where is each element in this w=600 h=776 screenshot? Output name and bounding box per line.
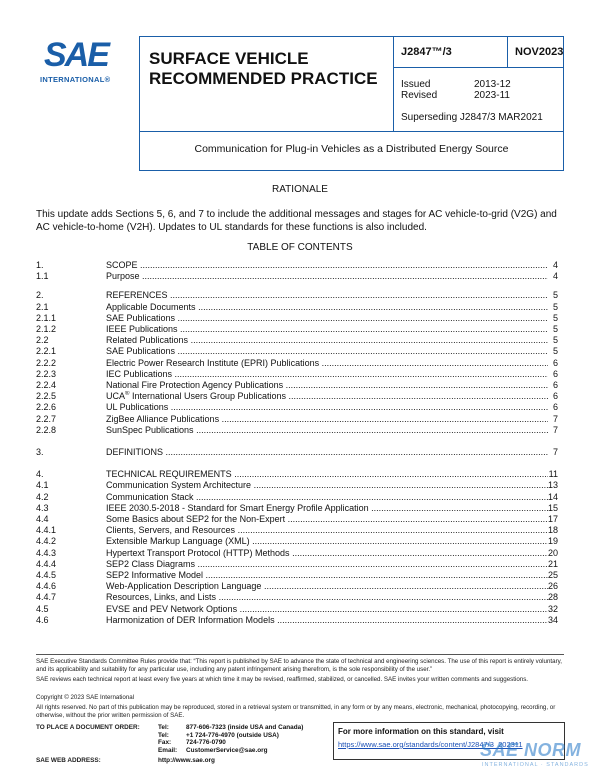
- toc-entry[interactable]: [36, 302, 558, 313]
- toc-entry[interactable]: [36, 402, 558, 413]
- toc-entry[interactable]: [36, 581, 558, 592]
- toc-entry-title: Communication Stack .....: [106, 492, 548, 503]
- toc-entry-page: 6: [552, 357, 558, 368]
- toc-entry-page: 28: [547, 592, 558, 603]
- toc-entry-number: 2.2.4: [36, 380, 57, 390]
- toc-entry-number: 2.2: [36, 335, 49, 346]
- toc-entry-page: 15: [547, 502, 558, 513]
- toc-entry-number: 4.4.2: [36, 536, 57, 547]
- toc-entry[interactable]: [36, 514, 558, 525]
- toc-entry-title: IEC Publications .....: [106, 369, 548, 380]
- toc-entry-title: SunSpec Publications .....: [106, 425, 548, 436]
- more-info-title: For more information on this standard, visit: [338, 727, 504, 736]
- toc-entry-page: 7: [552, 413, 558, 424]
- toc-entry-page: 5: [552, 346, 558, 357]
- toc-entry[interactable]: [36, 592, 558, 603]
- toc-entry[interactable]: [36, 260, 558, 271]
- toc-entry-title: SAE Publications .....: [106, 313, 548, 324]
- toc-entry[interactable]: [36, 615, 558, 626]
- toc-entry-title: SEP2 Informative Model .....: [106, 570, 548, 581]
- toc-entry-page: 5: [552, 301, 558, 312]
- toc-entry-number: 4.2: [36, 491, 49, 502]
- toc-entry-page: 18: [547, 525, 558, 536]
- toc-entry-number: 2.2.7: [36, 413, 57, 424]
- document-type-line2: RECOMMENDED PRACTICE: [149, 69, 378, 88]
- toc-entry-title: Clients, Servers, and Resources .....: [106, 525, 548, 536]
- toc-entry-page: 21: [547, 558, 558, 569]
- toc-entry[interactable]: [36, 492, 558, 503]
- toc-heading: TABLE OF CONTENTS: [247, 242, 353, 253]
- toc-entry[interactable]: [36, 335, 558, 346]
- toc-entry-number: 2.2.5: [36, 391, 57, 402]
- toc-entry-number: 2.2.3: [36, 368, 57, 379]
- revised-value: 2023-11: [474, 90, 510, 101]
- toc-entry-number: 2.1.1: [36, 312, 57, 323]
- toc-entry-number: 4.: [36, 469, 44, 480]
- toc-entry-title: SCOPE .....: [106, 260, 548, 271]
- toc-entry-page: 4: [552, 260, 558, 270]
- toc-entry-number: 4.5: [36, 603, 49, 614]
- toc-entry-title: UL Publications .....: [106, 402, 548, 413]
- toc-entry-page: 13: [547, 480, 558, 491]
- toc-entry-page: 11: [548, 469, 558, 480]
- toc-entry[interactable]: [36, 469, 558, 480]
- toc-entry-title: TECHNICAL REQUIREMENTS .....: [106, 469, 548, 480]
- document-type-line1: SURFACE VEHICLE: [149, 49, 309, 68]
- email-value: CustomerService@sae.org: [186, 746, 268, 754]
- rights-text: All rights reserved. No part of this publication may be reproduced, stored in a retrieval system or transmitted, in any form or by any means, electronic, mechanical, photocopying, recording, or otherwise, without the prior written permission of SAE.: [36, 704, 556, 719]
- toc-entry-page: 7: [552, 447, 558, 457]
- toc-entry[interactable]: [36, 548, 558, 559]
- watermark: [470, 740, 595, 774]
- logo-letters: SAE: [44, 36, 108, 74]
- rationale-heading: RATIONALE: [272, 184, 328, 195]
- toc-entry-number: 4.1: [36, 480, 49, 491]
- toc-entry-number: 2.2.6: [36, 402, 57, 413]
- rationale-text: This update adds Sections 5, 6, and 7 to include the additional messages and stages for AC vehicle-to-grid (V2G) and AC vehicle-to-home (V2H). Updates to UL standards for these functions is also included.: [36, 209, 557, 233]
- toc-entry-title: Harmonization of DER Information Models .....: [106, 615, 548, 626]
- toc-entry-title: SAE Publications .....: [106, 346, 548, 357]
- watermark-subtext: INTERNATIONAL · STANDARDS: [482, 762, 589, 768]
- toc-entry-number: 4.3: [36, 502, 49, 513]
- toc-entry[interactable]: [36, 447, 558, 458]
- toc-entry-title: EVSE and PEV Network Options .....: [106, 604, 548, 615]
- toc-entry-number: 2.1.2: [36, 324, 57, 334]
- toc-entry[interactable]: [36, 313, 558, 324]
- document-number: J2847™/3: [401, 46, 452, 58]
- toc-entry[interactable]: [36, 604, 558, 615]
- toc-entry-page: 20: [547, 547, 558, 558]
- review-text: SAE reviews each technical report at least every five years at which time it may be revised, reaffirmed, stabilized, or cancelled. SAE invites your written comments and suggestions.: [36, 676, 529, 683]
- web-value: http://www.sae.org: [158, 757, 215, 764]
- toc-entry-title: SEP2 Class Diagrams .....: [106, 559, 548, 570]
- toc-entry[interactable]: [36, 271, 558, 282]
- toc-entry-title: IEEE 2030.5-2018 - Standard for Smart Energy Profile Application .....: [106, 503, 548, 514]
- toc-entry[interactable]: [36, 480, 558, 491]
- toc-entry[interactable]: [36, 525, 558, 536]
- toc-entry-number: 1.: [36, 260, 44, 270]
- toc-entry-page: 4: [552, 271, 558, 282]
- toc-entry-title: National Fire Protection Agency Publications .....: [106, 380, 548, 391]
- toc-entry[interactable]: [36, 503, 558, 514]
- toc-entry-title: Hypertext Transport Protocol (HTTP) Methods .....: [106, 548, 548, 559]
- standard-link[interactable]: https://www.sae.org/standards/content/J2847/3_202311: [338, 740, 523, 749]
- tel-value: 877-606-7323 (inside USA and Canada): [186, 724, 304, 731]
- superseding-note: Superseding J2847/3 MAR2021: [401, 112, 543, 123]
- document-date: NOV2023: [515, 46, 564, 58]
- email-label: Email:: [158, 746, 178, 754]
- toc-entry-page: 26: [547, 581, 558, 592]
- tel2-value: +1 724-776-4970 (outside USA): [186, 731, 279, 739]
- toc-entry-title: Applicable Documents .....: [106, 302, 548, 313]
- toc-entry[interactable]: [36, 380, 558, 391]
- tel-label: Tel:: [158, 724, 169, 731]
- toc-entry-title: Related Publications .....: [106, 335, 548, 346]
- toc-entry[interactable]: [36, 324, 558, 335]
- toc-entry-page: 5: [552, 312, 558, 323]
- toc-entry-page: 14: [547, 491, 558, 502]
- toc-entry[interactable]: [36, 425, 558, 436]
- revised-label: Revised: [401, 90, 438, 101]
- toc-entry-number: 4.4.6: [36, 581, 57, 592]
- toc-entry-number: 4.4.1: [36, 525, 57, 536]
- document-description: Communication for Plug-in Vehicles as a Distributed Energy Source: [194, 143, 509, 155]
- tel2-label: Tel:: [158, 731, 169, 739]
- fax-label: Fax:: [158, 739, 172, 746]
- toc-entry-number: 2.: [36, 290, 44, 301]
- toc-entry-page: 5: [552, 335, 558, 346]
- toc-entry-title: Some Basics about SEP2 for the Non-Expert .....: [106, 514, 548, 525]
- toc-entry[interactable]: [36, 414, 558, 425]
- toc-entry-number: 4.4.4: [36, 558, 57, 569]
- toc-entry-page: 17: [547, 514, 558, 524]
- toc-entry-page: 19: [547, 536, 558, 547]
- toc-entry-number: 1.1: [36, 271, 49, 282]
- toc-entry-title: Resources, Links, and Lists .....: [106, 592, 548, 603]
- committee-rules-text: SAE Executive Standards Committee Rules provide that: “This report is published by SAE to advance the state of technical and engineering sciences. The use of this report is entirely voluntary, and its applicability and suitability for any particular use, including any patent infringement arising therefrom, is the sole responsibility of the user.”: [36, 658, 562, 673]
- toc-entry-page: 7: [552, 424, 558, 435]
- toc-entry[interactable]: [36, 358, 558, 369]
- order-label: TO PLACE A DOCUMENT ORDER:: [36, 724, 140, 731]
- toc-entry-page: 6: [552, 391, 558, 402]
- document-type: [149, 49, 378, 89]
- issued-value: 2013-12: [474, 79, 511, 90]
- toc-entry-page: 6: [552, 402, 558, 413]
- toc-entry[interactable]: [36, 570, 558, 581]
- toc-entry[interactable]: [36, 346, 558, 357]
- toc-entry-title: Extensible Markup Language (XML) .....: [106, 536, 548, 547]
- toc-entry-page: 6: [552, 368, 558, 379]
- toc-entry-title: REFERENCES .....: [106, 290, 548, 301]
- watermark-text: SAE NORM: [480, 740, 582, 760]
- toc-entry-title: ZigBee Alliance Publications .....: [106, 414, 548, 425]
- toc-entry-number: 4.4.5: [36, 570, 57, 580]
- toc-entry-number: 2.2.1: [36, 346, 57, 357]
- toc-entry-title: Communication System Architecture .....: [106, 480, 548, 491]
- toc-entry[interactable]: [36, 290, 558, 301]
- toc-entry[interactable]: [36, 536, 558, 547]
- toc-entry-page: 34: [547, 614, 558, 625]
- toc-entry-page: 5: [552, 324, 558, 334]
- toc-entry-title: Web-Application Description Language .....: [106, 581, 548, 592]
- toc-entry-number: 4.4: [36, 514, 49, 524]
- sae-logo: [36, 38, 126, 94]
- toc-entry[interactable]: [36, 559, 558, 570]
- web-label: SAE WEB ADDRESS:: [36, 757, 101, 764]
- copyright-text: Copyright © 2023 SAE International: [36, 694, 135, 701]
- toc-entry-page: 32: [547, 603, 558, 614]
- issued-label: Issued: [401, 79, 431, 90]
- document-header-box: [139, 36, 564, 171]
- toc-entry-page: 5: [552, 290, 558, 301]
- toc-entry-page: 6: [552, 380, 558, 390]
- toc-entry[interactable]: [36, 391, 558, 402]
- toc-entry-number: 2.2.8: [36, 424, 57, 435]
- fax-value: 724-776-0790: [186, 739, 226, 746]
- logo-subtext: INTERNATIONAL®: [40, 75, 111, 84]
- toc-entry-page: 25: [547, 570, 558, 580]
- toc-entry-number: 4.4.3: [36, 547, 57, 558]
- toc-entry-number: 4.4.7: [36, 592, 57, 603]
- footer-divider: [36, 654, 564, 655]
- toc-entry-title: UCA® International Users Group Publications .....: [106, 391, 548, 402]
- toc-entry-title: Electric Power Research Institute (EPRI) Publications .....: [106, 358, 548, 369]
- toc-entry-title: DEFINITIONS .....: [106, 447, 548, 458]
- toc-entry-title: Purpose .....: [106, 271, 548, 282]
- toc-entry-number: 4.6: [36, 614, 49, 625]
- toc-entry-number: 2.1: [36, 301, 49, 312]
- toc-entry-number: 2.2.2: [36, 357, 57, 368]
- toc-entry[interactable]: [36, 369, 558, 380]
- toc-entry-number: 3.: [36, 447, 44, 457]
- toc-entry-title: IEEE Publications .....: [106, 324, 548, 335]
